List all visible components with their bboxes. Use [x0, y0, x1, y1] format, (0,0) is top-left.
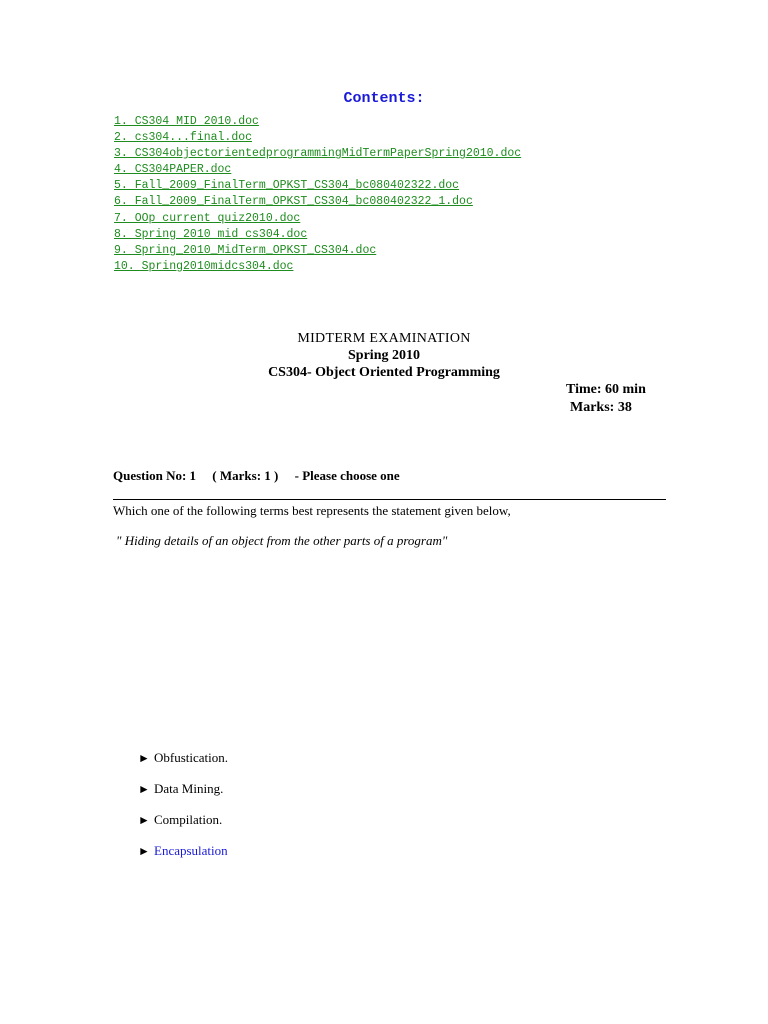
- bullet-arrow-icon: ►: [138, 813, 150, 827]
- exam-marks: Marks: 38: [570, 400, 632, 415]
- toc-list: [114, 112, 521, 273]
- bullet-arrow-icon: ►: [138, 782, 150, 796]
- toc-title: Contents:: [343, 90, 425, 107]
- exam-course: CS304- Object Oriented Programming: [268, 365, 500, 380]
- exam-time: Time: 60 min: [566, 382, 646, 397]
- toc-item: [114, 112, 521, 128]
- toc-item: [114, 128, 521, 144]
- toc-link-1[interactable]: 1. CS304 MID 2010.doc: [114, 115, 259, 128]
- exam-title: MIDTERM EXAMINATION: [297, 331, 471, 346]
- toc-item: [114, 209, 521, 225]
- question-quote: " Hiding details of an object from the other parts of a program": [116, 533, 448, 548]
- toc-item: [114, 241, 521, 257]
- toc-link-4[interactable]: 4. CS304PAPER.doc: [114, 163, 232, 177]
- answer-option-correct[interactable]: [138, 842, 228, 873]
- option-label: Data Mining.: [154, 781, 224, 796]
- divider: [113, 499, 666, 500]
- toc-link-8[interactable]: 8. Spring 2010 mid cs304.doc: [114, 227, 308, 241]
- toc-link-6[interactable]: 6. Fall_2009_FinalTerm_OPKST_CS304_bc080402322_1.doc: [114, 195, 473, 209]
- toc-link-9[interactable]: 9. Spring_2010_MidTerm_OPKST_CS304.doc: [114, 243, 377, 257]
- exam-term: Spring 2010: [348, 348, 420, 363]
- question-header: Question No: 1 ( Marks: 1 ) - Please choose one: [113, 468, 400, 483]
- bullet-arrow-icon: ►: [138, 844, 150, 858]
- option-label-correct: Encapsulation: [154, 843, 228, 858]
- answer-options: [138, 749, 228, 873]
- bullet-arrow-icon: ►: [138, 751, 150, 765]
- toc-link-10[interactable]: 10. Spring2010midcs304.doc: [114, 259, 294, 273]
- toc-item: [114, 176, 521, 192]
- toc-item: [114, 225, 521, 241]
- option-label: Compilation.: [154, 812, 223, 827]
- toc-link-5[interactable]: 5. Fall_2009_FinalTerm_OPKST_CS304_bc080402322.doc: [114, 179, 460, 193]
- toc-link-3[interactable]: 3. CS304objectorientedprogrammingMidTermPaperSpring2010.doc: [114, 147, 522, 161]
- answer-option[interactable]: [138, 780, 228, 811]
- toc-item: [114, 144, 521, 160]
- option-label: Obfustication.: [154, 750, 229, 765]
- toc-link-2[interactable]: 2. cs304...final.doc: [114, 131, 253, 145]
- answer-option[interactable]: [138, 811, 228, 842]
- answer-option[interactable]: [138, 749, 228, 780]
- toc-item: [114, 160, 521, 176]
- toc-item: [114, 257, 521, 273]
- toc-link-7[interactable]: 7. OOp current quiz2010.doc: [114, 211, 301, 225]
- question-text: Which one of the following terms best represents the statement given below,: [113, 503, 511, 518]
- toc-item: [114, 192, 521, 208]
